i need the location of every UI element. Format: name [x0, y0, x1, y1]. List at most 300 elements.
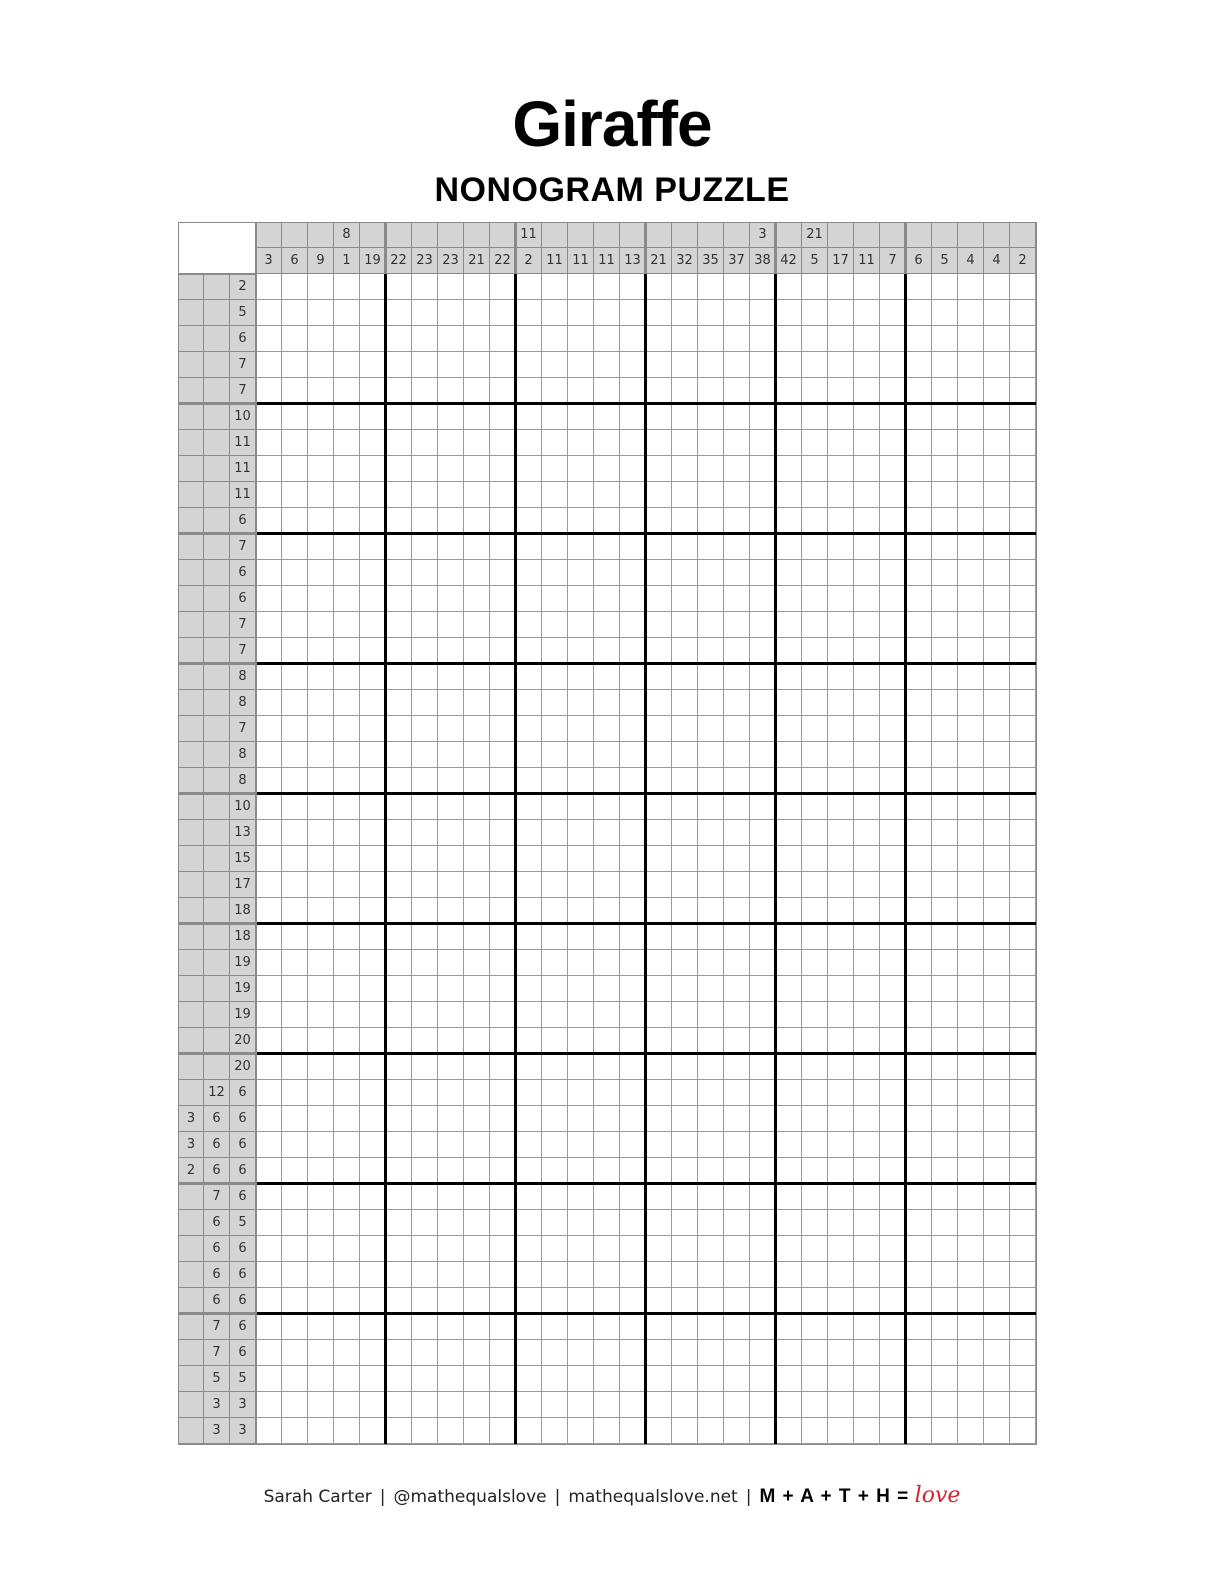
grid-cell[interactable]	[984, 430, 1010, 456]
grid-cell[interactable]	[568, 1158, 594, 1184]
grid-cell[interactable]	[516, 898, 542, 924]
grid-cell[interactable]	[568, 1288, 594, 1314]
grid-cell[interactable]	[386, 638, 412, 664]
grid-cell[interactable]	[1010, 326, 1036, 352]
grid-cell[interactable]	[620, 274, 646, 300]
grid-cell[interactable]	[256, 768, 282, 794]
grid-cell[interactable]	[594, 1002, 620, 1028]
grid-cell[interactable]	[282, 1132, 308, 1158]
grid-cell[interactable]	[880, 898, 906, 924]
grid-cell[interactable]	[386, 404, 412, 430]
grid-cell[interactable]	[464, 690, 490, 716]
grid-cell[interactable]	[828, 950, 854, 976]
grid-cell[interactable]	[360, 508, 386, 534]
grid-cell[interactable]	[984, 1184, 1010, 1210]
grid-cell[interactable]	[516, 794, 542, 820]
grid-cell[interactable]	[906, 1366, 932, 1392]
grid-cell[interactable]	[750, 690, 776, 716]
grid-cell[interactable]	[412, 872, 438, 898]
grid-cell[interactable]	[334, 742, 360, 768]
grid-cell[interactable]	[828, 352, 854, 378]
grid-cell[interactable]	[776, 898, 802, 924]
grid-cell[interactable]	[438, 378, 464, 404]
grid-cell[interactable]	[672, 1080, 698, 1106]
grid-cell[interactable]	[282, 1288, 308, 1314]
grid-cell[interactable]	[828, 1184, 854, 1210]
grid-cell[interactable]	[620, 482, 646, 508]
grid-cell[interactable]	[906, 690, 932, 716]
grid-cell[interactable]	[256, 456, 282, 482]
grid-cell[interactable]	[828, 872, 854, 898]
grid-cell[interactable]	[568, 1184, 594, 1210]
grid-cell[interactable]	[880, 1132, 906, 1158]
grid-cell[interactable]	[516, 1028, 542, 1054]
grid-cell[interactable]	[802, 1314, 828, 1340]
grid-cell[interactable]	[542, 690, 568, 716]
grid-cell[interactable]	[282, 1158, 308, 1184]
grid-cell[interactable]	[802, 1366, 828, 1392]
grid-cell[interactable]	[464, 846, 490, 872]
grid-cell[interactable]	[776, 1106, 802, 1132]
grid-cell[interactable]	[620, 1392, 646, 1418]
grid-cell[interactable]	[542, 872, 568, 898]
grid-cell[interactable]	[568, 820, 594, 846]
grid-cell[interactable]	[568, 1002, 594, 1028]
grid-cell[interactable]	[828, 612, 854, 638]
grid-cell[interactable]	[308, 976, 334, 1002]
grid-cell[interactable]	[724, 612, 750, 638]
grid-cell[interactable]	[438, 1288, 464, 1314]
grid-cell[interactable]	[724, 1106, 750, 1132]
grid-cell[interactable]	[1010, 1418, 1036, 1444]
grid-cell[interactable]	[906, 768, 932, 794]
grid-cell[interactable]	[256, 1132, 282, 1158]
grid-cell[interactable]	[672, 872, 698, 898]
grid-cell[interactable]	[386, 976, 412, 1002]
grid-cell[interactable]	[828, 638, 854, 664]
grid-cell[interactable]	[594, 1288, 620, 1314]
grid-cell[interactable]	[386, 1080, 412, 1106]
grid-cell[interactable]	[828, 1002, 854, 1028]
grid-cell[interactable]	[1010, 716, 1036, 742]
grid-cell[interactable]	[438, 664, 464, 690]
grid-cell[interactable]	[1010, 1262, 1036, 1288]
grid-cell[interactable]	[308, 456, 334, 482]
grid-cell[interactable]	[282, 950, 308, 976]
grid-cell[interactable]	[984, 586, 1010, 612]
grid-cell[interactable]	[516, 1210, 542, 1236]
grid-cell[interactable]	[308, 1028, 334, 1054]
grid-cell[interactable]	[958, 846, 984, 872]
grid-cell[interactable]	[984, 976, 1010, 1002]
grid-cell[interactable]	[958, 1418, 984, 1444]
grid-cell[interactable]	[880, 1262, 906, 1288]
grid-cell[interactable]	[594, 768, 620, 794]
grid-cell[interactable]	[698, 586, 724, 612]
grid-cell[interactable]	[880, 560, 906, 586]
grid-cell[interactable]	[906, 326, 932, 352]
grid-cell[interactable]	[672, 378, 698, 404]
grid-cell[interactable]	[906, 924, 932, 950]
grid-cell[interactable]	[386, 326, 412, 352]
grid-cell[interactable]	[776, 1236, 802, 1262]
grid-cell[interactable]	[412, 612, 438, 638]
grid-cell[interactable]	[334, 326, 360, 352]
grid-cell[interactable]	[932, 1132, 958, 1158]
grid-cell[interactable]	[308, 1054, 334, 1080]
grid-cell[interactable]	[360, 898, 386, 924]
grid-cell[interactable]	[386, 482, 412, 508]
grid-cell[interactable]	[776, 820, 802, 846]
grid-cell[interactable]	[282, 872, 308, 898]
grid-cell[interactable]	[698, 898, 724, 924]
grid-cell[interactable]	[308, 1210, 334, 1236]
grid-cell[interactable]	[698, 768, 724, 794]
grid-cell[interactable]	[490, 1132, 516, 1158]
grid-cell[interactable]	[516, 456, 542, 482]
grid-cell[interactable]	[854, 430, 880, 456]
grid-cell[interactable]	[828, 1314, 854, 1340]
grid-cell[interactable]	[412, 664, 438, 690]
grid-cell[interactable]	[334, 820, 360, 846]
grid-cell[interactable]	[568, 1028, 594, 1054]
grid-cell[interactable]	[516, 1366, 542, 1392]
grid-cell[interactable]	[1010, 430, 1036, 456]
grid-cell[interactable]	[334, 1132, 360, 1158]
grid-cell[interactable]	[776, 690, 802, 716]
grid-cell[interactable]	[256, 300, 282, 326]
grid-cell[interactable]	[750, 1158, 776, 1184]
grid-cell[interactable]	[750, 1054, 776, 1080]
grid-cell[interactable]	[776, 1210, 802, 1236]
grid-cell[interactable]	[932, 924, 958, 950]
grid-cell[interactable]	[672, 1236, 698, 1262]
grid-cell[interactable]	[490, 274, 516, 300]
grid-cell[interactable]	[932, 1106, 958, 1132]
grid-cell[interactable]	[802, 976, 828, 1002]
grid-cell[interactable]	[828, 326, 854, 352]
grid-cell[interactable]	[984, 1080, 1010, 1106]
grid-cell[interactable]	[984, 638, 1010, 664]
grid-cell[interactable]	[568, 742, 594, 768]
grid-cell[interactable]	[464, 612, 490, 638]
grid-cell[interactable]	[386, 846, 412, 872]
grid-cell[interactable]	[854, 1210, 880, 1236]
grid-cell[interactable]	[828, 456, 854, 482]
grid-cell[interactable]	[646, 378, 672, 404]
grid-cell[interactable]	[542, 1132, 568, 1158]
grid-cell[interactable]	[412, 1106, 438, 1132]
grid-cell[interactable]	[802, 1210, 828, 1236]
grid-cell[interactable]	[880, 378, 906, 404]
grid-cell[interactable]	[542, 508, 568, 534]
grid-cell[interactable]	[854, 1184, 880, 1210]
grid-cell[interactable]	[386, 898, 412, 924]
grid-cell[interactable]	[828, 430, 854, 456]
grid-cell[interactable]	[282, 794, 308, 820]
grid-cell[interactable]	[932, 1288, 958, 1314]
grid-cell[interactable]	[854, 1314, 880, 1340]
grid-cell[interactable]	[334, 1366, 360, 1392]
grid-cell[interactable]	[698, 1002, 724, 1028]
grid-cell[interactable]	[568, 690, 594, 716]
grid-cell[interactable]	[386, 690, 412, 716]
grid-cell[interactable]	[932, 690, 958, 716]
grid-cell[interactable]	[568, 1210, 594, 1236]
grid-cell[interactable]	[1010, 820, 1036, 846]
grid-cell[interactable]	[776, 1132, 802, 1158]
grid-cell[interactable]	[984, 664, 1010, 690]
grid-cell[interactable]	[438, 1158, 464, 1184]
grid-cell[interactable]	[490, 1184, 516, 1210]
grid-cell[interactable]	[646, 768, 672, 794]
grid-cell[interactable]	[594, 1210, 620, 1236]
grid-cell[interactable]	[802, 872, 828, 898]
grid-cell[interactable]	[412, 1158, 438, 1184]
grid-cell[interactable]	[724, 1184, 750, 1210]
grid-cell[interactable]	[412, 300, 438, 326]
grid-cell[interactable]	[750, 1418, 776, 1444]
grid-cell[interactable]	[594, 1262, 620, 1288]
grid-cell[interactable]	[958, 534, 984, 560]
grid-cell[interactable]	[542, 898, 568, 924]
grid-cell[interactable]	[906, 300, 932, 326]
grid-cell[interactable]	[516, 1392, 542, 1418]
grid-cell[interactable]	[698, 534, 724, 560]
grid-cell[interactable]	[386, 1002, 412, 1028]
grid-cell[interactable]	[828, 1288, 854, 1314]
grid-cell[interactable]	[438, 820, 464, 846]
grid-cell[interactable]	[932, 560, 958, 586]
grid-cell[interactable]	[490, 664, 516, 690]
grid-cell[interactable]	[1010, 274, 1036, 300]
grid-cell[interactable]	[646, 1158, 672, 1184]
grid-cell[interactable]	[412, 482, 438, 508]
grid-cell[interactable]	[308, 1340, 334, 1366]
grid-cell[interactable]	[464, 1262, 490, 1288]
grid-cell[interactable]	[542, 768, 568, 794]
grid-cell[interactable]	[516, 1262, 542, 1288]
grid-cell[interactable]	[984, 742, 1010, 768]
grid-cell[interactable]	[256, 1288, 282, 1314]
grid-cell[interactable]	[464, 924, 490, 950]
grid-cell[interactable]	[958, 924, 984, 950]
grid-cell[interactable]	[516, 560, 542, 586]
grid-cell[interactable]	[932, 872, 958, 898]
grid-cell[interactable]	[334, 976, 360, 1002]
grid-cell[interactable]	[672, 560, 698, 586]
grid-cell[interactable]	[308, 430, 334, 456]
grid-cell[interactable]	[958, 950, 984, 976]
grid-cell[interactable]	[256, 898, 282, 924]
grid-cell[interactable]	[724, 1080, 750, 1106]
grid-cell[interactable]	[412, 586, 438, 612]
grid-cell[interactable]	[672, 1288, 698, 1314]
grid-cell[interactable]	[854, 274, 880, 300]
grid-cell[interactable]	[594, 274, 620, 300]
grid-cell[interactable]	[360, 456, 386, 482]
grid-cell[interactable]	[594, 404, 620, 430]
grid-cell[interactable]	[594, 1340, 620, 1366]
grid-cell[interactable]	[750, 534, 776, 560]
grid-cell[interactable]	[880, 794, 906, 820]
grid-cell[interactable]	[750, 820, 776, 846]
grid-cell[interactable]	[386, 612, 412, 638]
grid-cell[interactable]	[646, 430, 672, 456]
grid-cell[interactable]	[568, 352, 594, 378]
grid-cell[interactable]	[776, 664, 802, 690]
grid-cell[interactable]	[854, 1132, 880, 1158]
grid-cell[interactable]	[1010, 872, 1036, 898]
grid-cell[interactable]	[932, 664, 958, 690]
grid-cell[interactable]	[620, 456, 646, 482]
grid-cell[interactable]	[386, 586, 412, 612]
grid-cell[interactable]	[984, 950, 1010, 976]
grid-cell[interactable]	[464, 1184, 490, 1210]
grid-cell[interactable]	[724, 508, 750, 534]
grid-cell[interactable]	[906, 742, 932, 768]
grid-cell[interactable]	[854, 638, 880, 664]
grid-cell[interactable]	[282, 456, 308, 482]
grid-cell[interactable]	[932, 326, 958, 352]
grid-cell[interactable]	[568, 586, 594, 612]
grid-cell[interactable]	[490, 300, 516, 326]
grid-cell[interactable]	[1010, 560, 1036, 586]
grid-cell[interactable]	[620, 716, 646, 742]
grid-cell[interactable]	[412, 560, 438, 586]
grid-cell[interactable]	[724, 794, 750, 820]
grid-cell[interactable]	[620, 560, 646, 586]
grid-cell[interactable]	[750, 508, 776, 534]
grid-cell[interactable]	[282, 612, 308, 638]
grid-cell[interactable]	[750, 1106, 776, 1132]
grid-cell[interactable]	[984, 1314, 1010, 1340]
grid-cell[interactable]	[672, 1262, 698, 1288]
grid-cell[interactable]	[308, 924, 334, 950]
grid-cell[interactable]	[334, 1392, 360, 1418]
grid-cell[interactable]	[438, 1132, 464, 1158]
grid-cell[interactable]	[698, 1106, 724, 1132]
grid-cell[interactable]	[906, 1028, 932, 1054]
grid-cell[interactable]	[958, 430, 984, 456]
grid-cell[interactable]	[542, 404, 568, 430]
grid-cell[interactable]	[386, 1366, 412, 1392]
grid-cell[interactable]	[282, 378, 308, 404]
grid-cell[interactable]	[646, 1418, 672, 1444]
grid-cell[interactable]	[542, 716, 568, 742]
grid-cell[interactable]	[776, 1418, 802, 1444]
grid-cell[interactable]	[620, 586, 646, 612]
grid-cell[interactable]	[958, 638, 984, 664]
grid-cell[interactable]	[984, 1028, 1010, 1054]
grid-cell[interactable]	[464, 976, 490, 1002]
grid-cell[interactable]	[412, 1288, 438, 1314]
grid-cell[interactable]	[334, 924, 360, 950]
grid-cell[interactable]	[750, 716, 776, 742]
grid-cell[interactable]	[464, 534, 490, 560]
grid-cell[interactable]	[698, 430, 724, 456]
grid-cell[interactable]	[854, 352, 880, 378]
grid-cell[interactable]	[620, 1210, 646, 1236]
grid-cell[interactable]	[958, 1184, 984, 1210]
grid-cell[interactable]	[958, 300, 984, 326]
grid-cell[interactable]	[828, 976, 854, 1002]
grid-cell[interactable]	[802, 768, 828, 794]
grid-cell[interactable]	[802, 1236, 828, 1262]
grid-cell[interactable]	[724, 1132, 750, 1158]
grid-cell[interactable]	[698, 950, 724, 976]
grid-cell[interactable]	[646, 1106, 672, 1132]
grid-cell[interactable]	[386, 352, 412, 378]
grid-cell[interactable]	[724, 1288, 750, 1314]
grid-cell[interactable]	[776, 1392, 802, 1418]
grid-cell[interactable]	[698, 378, 724, 404]
grid-cell[interactable]	[802, 1262, 828, 1288]
grid-cell[interactable]	[516, 638, 542, 664]
grid-cell[interactable]	[568, 768, 594, 794]
grid-cell[interactable]	[568, 1340, 594, 1366]
grid-cell[interactable]	[672, 950, 698, 976]
grid-cell[interactable]	[958, 326, 984, 352]
grid-cell[interactable]	[568, 976, 594, 1002]
grid-cell[interactable]	[542, 612, 568, 638]
grid-cell[interactable]	[334, 1210, 360, 1236]
grid-cell[interactable]	[932, 1418, 958, 1444]
grid-cell[interactable]	[750, 1314, 776, 1340]
grid-cell[interactable]	[594, 1158, 620, 1184]
grid-cell[interactable]	[542, 274, 568, 300]
grid-cell[interactable]	[932, 1158, 958, 1184]
grid-cell[interactable]	[308, 482, 334, 508]
grid-cell[interactable]	[412, 768, 438, 794]
grid-cell[interactable]	[828, 1418, 854, 1444]
grid-cell[interactable]	[776, 1158, 802, 1184]
grid-cell[interactable]	[490, 638, 516, 664]
grid-cell[interactable]	[464, 1366, 490, 1392]
grid-cell[interactable]	[984, 378, 1010, 404]
grid-cell[interactable]	[646, 638, 672, 664]
grid-cell[interactable]	[360, 664, 386, 690]
grid-cell[interactable]	[464, 378, 490, 404]
grid-cell[interactable]	[802, 560, 828, 586]
grid-cell[interactable]	[516, 1080, 542, 1106]
grid-cell[interactable]	[984, 612, 1010, 638]
grid-cell[interactable]	[776, 794, 802, 820]
grid-cell[interactable]	[958, 1132, 984, 1158]
grid-cell[interactable]	[594, 326, 620, 352]
grid-cell[interactable]	[516, 690, 542, 716]
grid-cell[interactable]	[1010, 586, 1036, 612]
grid-cell[interactable]	[412, 430, 438, 456]
grid-cell[interactable]	[750, 872, 776, 898]
grid-cell[interactable]	[854, 586, 880, 612]
grid-cell[interactable]	[828, 690, 854, 716]
grid-cell[interactable]	[776, 872, 802, 898]
grid-cell[interactable]	[620, 924, 646, 950]
grid-cell[interactable]	[646, 482, 672, 508]
grid-cell[interactable]	[672, 1366, 698, 1392]
grid-cell[interactable]	[308, 404, 334, 430]
grid-cell[interactable]	[958, 1106, 984, 1132]
grid-cell[interactable]	[802, 612, 828, 638]
grid-cell[interactable]	[282, 768, 308, 794]
grid-cell[interactable]	[1010, 638, 1036, 664]
grid-cell[interactable]	[438, 586, 464, 612]
grid-cell[interactable]	[282, 976, 308, 1002]
grid-cell[interactable]	[828, 1158, 854, 1184]
grid-cell[interactable]	[412, 534, 438, 560]
grid-cell[interactable]	[932, 534, 958, 560]
